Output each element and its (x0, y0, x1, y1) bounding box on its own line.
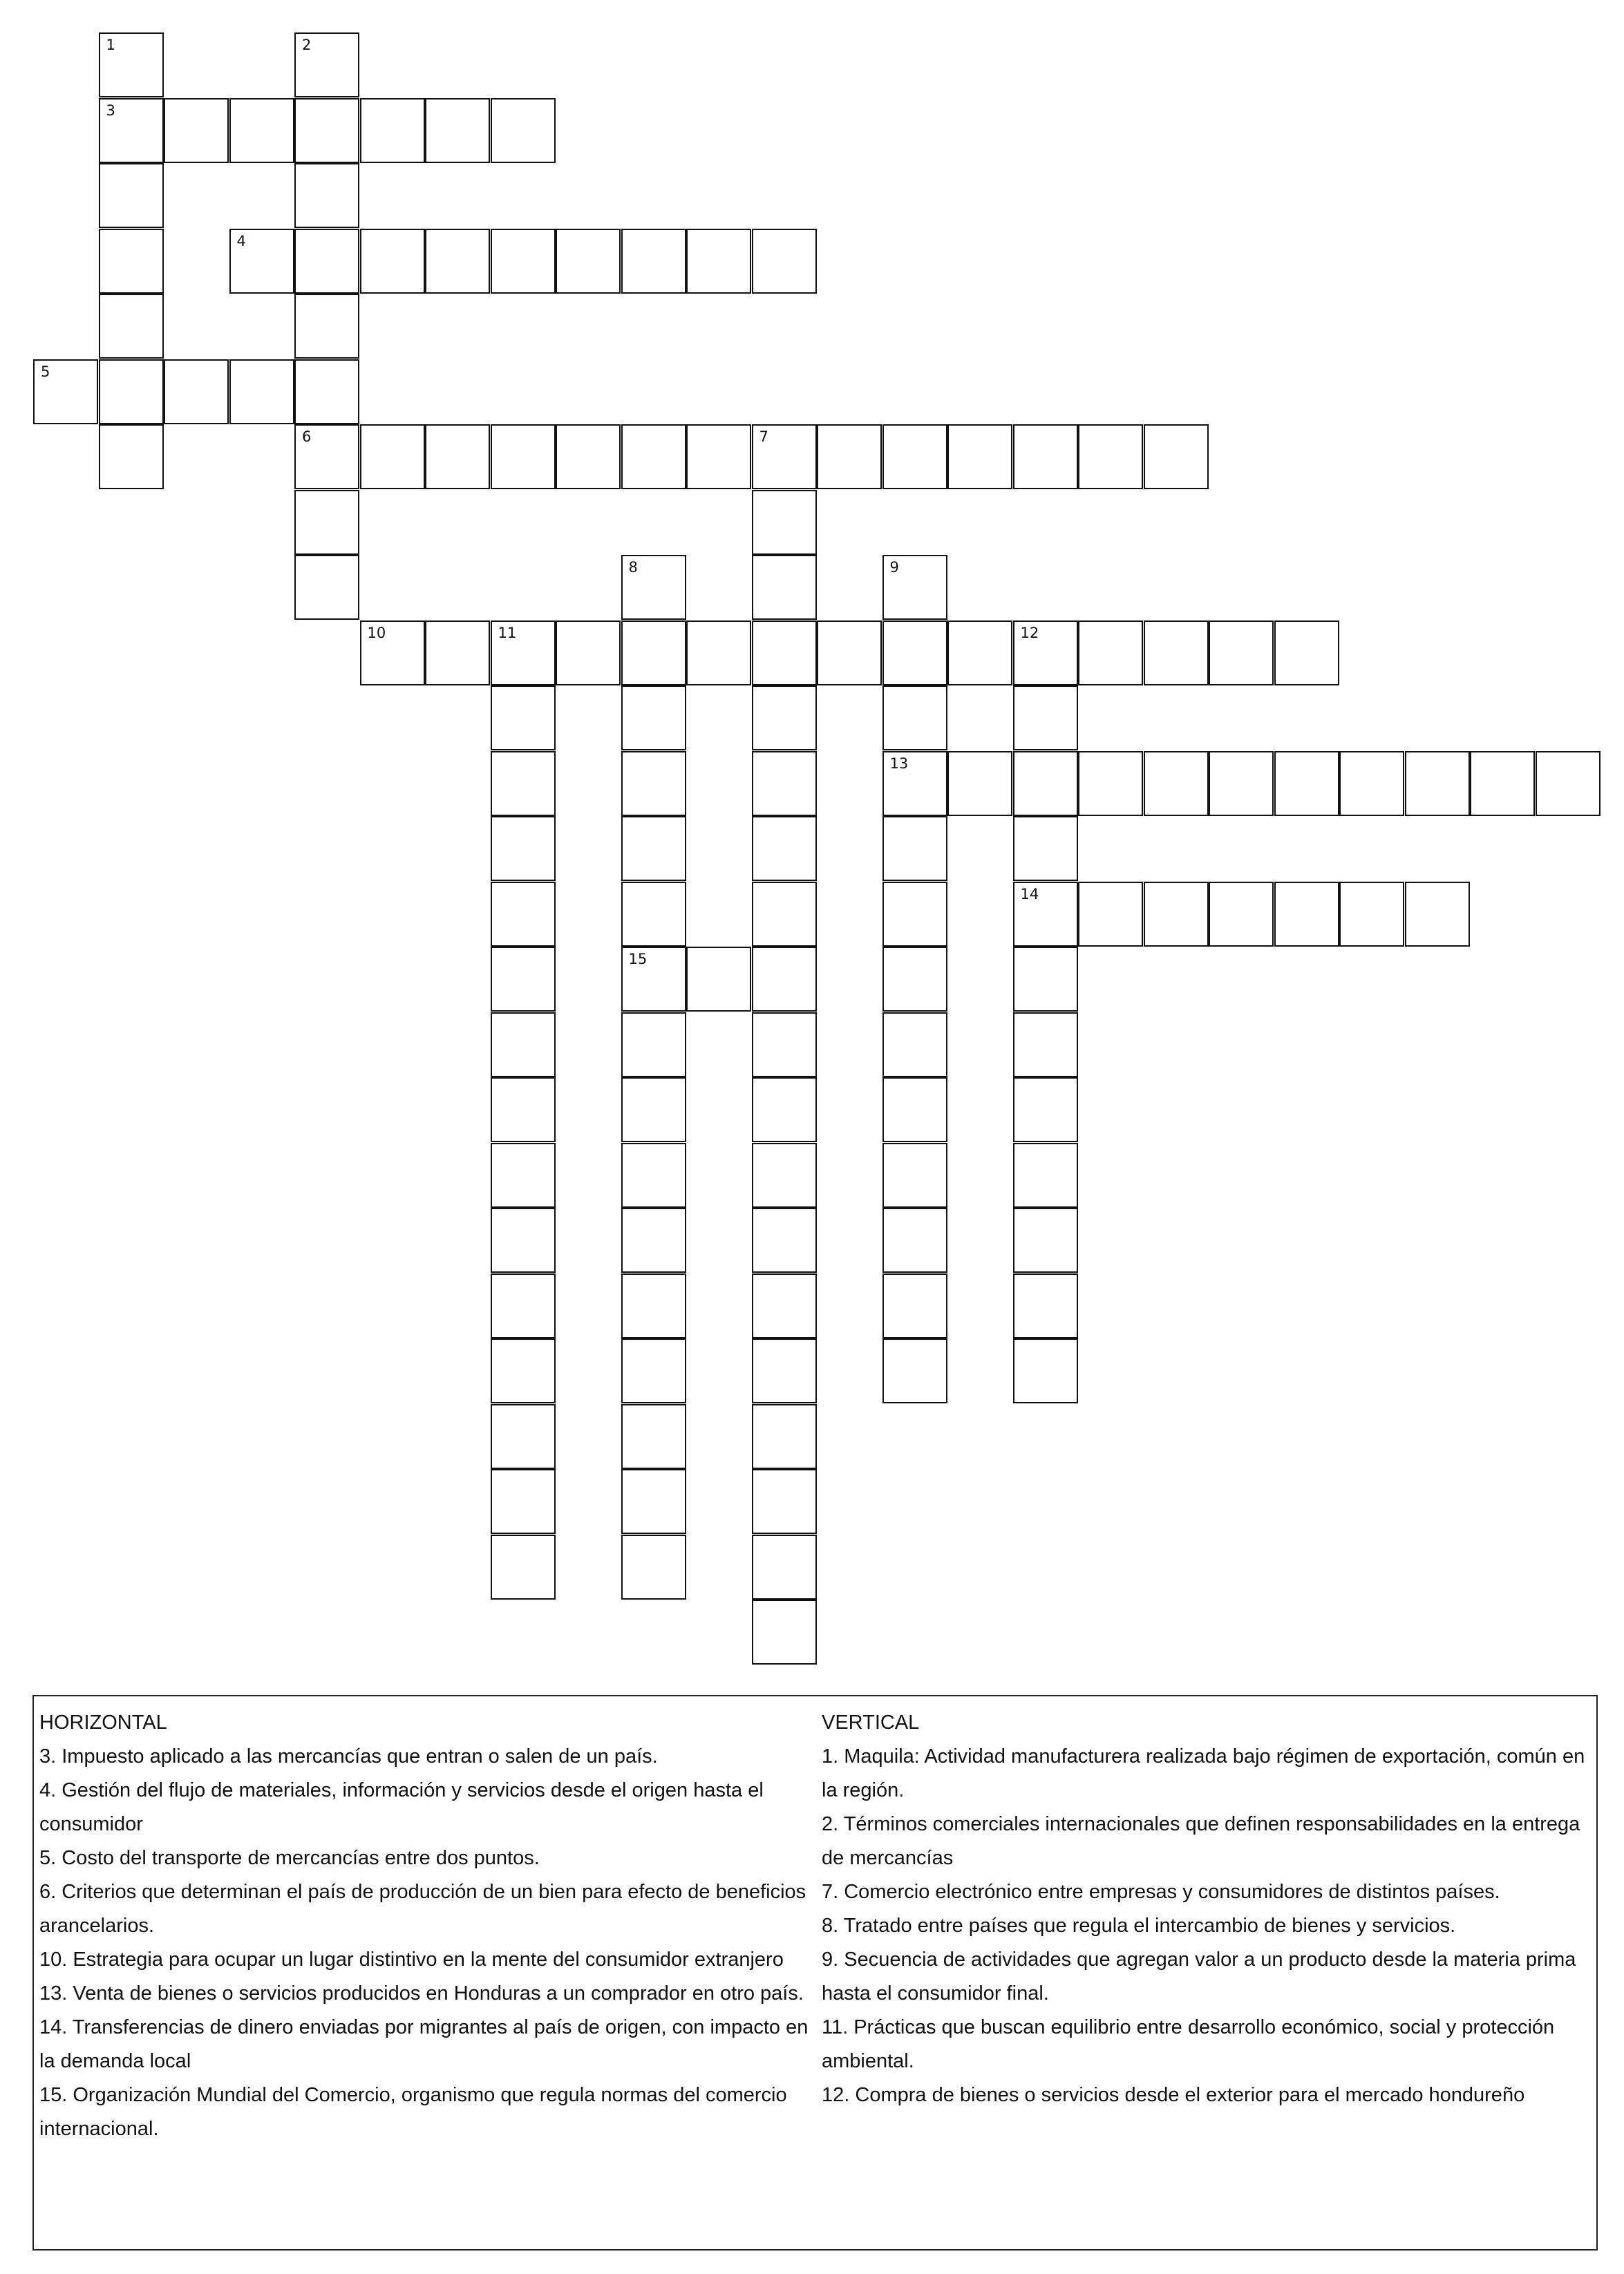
grid-cell[interactable] (752, 1469, 817, 1534)
grid-cell[interactable] (1013, 424, 1078, 489)
grid-cell[interactable] (425, 98, 490, 163)
grid-cell[interactable] (752, 229, 817, 294)
grid-cell[interactable] (621, 816, 686, 881)
grid-cell[interactable] (491, 1077, 556, 1142)
clue-v9: 9. Secuencia de actividades que agregan valor a un producto desde la materia prima hasta el consumidor final. (822, 1949, 1576, 2005)
grid-cell[interactable] (99, 98, 164, 163)
grid-cell[interactable] (33, 359, 98, 424)
grid-cell[interactable] (1405, 882, 1470, 947)
grid-cell[interactable] (1013, 1208, 1078, 1273)
clue-v7: 7. Comercio electrónico entre empresas y consumidores de distintos países. (822, 1881, 1500, 1903)
vertical-clues (822, 1706, 1592, 2112)
grid-cell[interactable] (294, 359, 359, 424)
grid-cell[interactable] (1144, 882, 1209, 947)
grid-cell[interactable] (882, 1273, 947, 1338)
grid-cell[interactable] (621, 882, 686, 947)
clues-box (32, 1695, 1598, 2251)
grid-cell[interactable] (752, 1273, 817, 1338)
clue-number: 12 (1020, 624, 1039, 641)
grid-cell[interactable] (1013, 1143, 1078, 1208)
grid-cell[interactable] (491, 1208, 556, 1273)
grid-cell[interactable] (882, 424, 947, 489)
grid-cell[interactable] (491, 1535, 556, 1600)
clue-v11: 11. Prácticas que buscan equilibrio entre desarrollo económico, social y protección ambiental. (822, 2016, 1555, 2072)
grid-cell[interactable] (294, 294, 359, 359)
grid-cell[interactable] (1274, 620, 1339, 685)
grid-cell[interactable] (360, 620, 425, 685)
clue-number: 8 (628, 559, 638, 576)
grid-cell[interactable] (294, 555, 359, 620)
grid-cell[interactable] (1013, 620, 1078, 685)
grid-cell[interactable] (1013, 1338, 1078, 1403)
grid-cell[interactable] (1078, 882, 1143, 947)
grid-cell[interactable] (752, 555, 817, 620)
grid-cell[interactable] (752, 1338, 817, 1403)
clue-number: 3 (106, 102, 115, 119)
grid-cell[interactable] (1013, 1012, 1078, 1077)
grid-cell[interactable] (752, 1077, 817, 1142)
grid-cell[interactable] (425, 620, 490, 685)
grid-cell[interactable] (882, 1338, 947, 1403)
grid-cell[interactable] (294, 490, 359, 555)
grid-cell[interactable] (882, 555, 947, 620)
grid-cell[interactable] (229, 359, 294, 424)
grid-cell[interactable] (99, 229, 164, 294)
grid-cell[interactable] (360, 229, 425, 294)
grid-cell[interactable] (882, 947, 947, 1012)
grid-cell[interactable] (621, 685, 686, 750)
grid-cell[interactable] (752, 1208, 817, 1273)
grid-cell[interactable] (229, 98, 294, 163)
grid-cell[interactable] (99, 294, 164, 359)
grid-cell[interactable] (491, 947, 556, 1012)
clue-number: 14 (1020, 885, 1039, 902)
grid-cell[interactable] (1144, 424, 1209, 489)
grid-cell[interactable] (686, 424, 751, 489)
grid-cell[interactable] (99, 32, 164, 97)
grid-cell[interactable] (621, 1208, 686, 1273)
grid-cell[interactable] (491, 229, 556, 294)
grid-cell[interactable] (621, 620, 686, 685)
vertical-title: VERTICAL (822, 1712, 920, 1734)
clue-v12: 12. Compra de bienes o servicios desde el exterior para el mercado hondureño (822, 2084, 1525, 2106)
clue-number: 7 (759, 428, 768, 445)
grid-cell[interactable] (882, 1208, 947, 1273)
grid-cell[interactable] (752, 1143, 817, 1208)
grid-cell[interactable] (947, 620, 1012, 685)
clue-v8: 8. Tratado entre países que regula el intercambio de bienes y servicios. (822, 1915, 1456, 1937)
grid-cell[interactable] (491, 816, 556, 881)
grid-cell[interactable] (882, 816, 947, 881)
grid-cell[interactable] (1013, 816, 1078, 881)
grid-cell[interactable] (491, 1338, 556, 1403)
grid-cell[interactable] (294, 424, 359, 489)
grid-cell[interactable] (491, 620, 556, 685)
grid-cell[interactable] (621, 947, 686, 1012)
grid-cell[interactable] (1013, 685, 1078, 750)
grid-cell[interactable] (425, 229, 490, 294)
grid-cell[interactable] (99, 424, 164, 489)
grid-cell[interactable] (556, 620, 621, 685)
grid-cell[interactable] (752, 751, 817, 816)
grid-cell[interactable] (1013, 882, 1078, 947)
grid-cell[interactable] (1274, 751, 1339, 816)
grid-cell[interactable] (1078, 424, 1143, 489)
grid-cell[interactable] (752, 424, 817, 489)
clue-h13: 13. Venta de bienes o servicios producidos en Honduras a un comprador en otro país. (39, 1982, 804, 2005)
grid-cell[interactable] (882, 882, 947, 947)
grid-cell[interactable] (621, 1338, 686, 1403)
clue-number: 2 (302, 37, 312, 53)
grid-cell[interactable] (491, 424, 556, 489)
grid-cell[interactable] (752, 1012, 817, 1077)
grid-cell[interactable] (817, 620, 882, 685)
clue-number: 6 (302, 428, 312, 445)
grid-cell[interactable] (99, 359, 164, 424)
grid-cell[interactable] (556, 424, 621, 489)
clue-v1: 1. Maquila: Actividad manufacturera realizada bajo régimen de exportación, común en la región. (822, 1745, 1585, 1801)
clue-number: 10 (367, 624, 386, 641)
grid-cell[interactable] (99, 163, 164, 228)
grid-cell[interactable] (1536, 751, 1601, 816)
grid-cell[interactable] (294, 98, 359, 163)
grid-cell[interactable] (752, 816, 817, 881)
clue-h15: 15. Organización Mundial del Comercio, organismo que regula normas del comercio internacional. (39, 2084, 787, 2140)
grid-cell[interactable] (491, 685, 556, 750)
grid-cell[interactable] (686, 620, 751, 685)
grid-cell[interactable] (164, 98, 229, 163)
grid-cell[interactable] (621, 229, 686, 294)
grid-cell[interactable] (621, 1535, 686, 1600)
grid-cell[interactable] (491, 1469, 556, 1534)
grid-cell[interactable] (491, 882, 556, 947)
grid-cell[interactable] (425, 424, 490, 489)
grid-cell[interactable] (1209, 751, 1274, 816)
grid-cell[interactable] (491, 1273, 556, 1338)
clue-h10: 10. Estrategia para ocupar un lugar distintivo en la mente del consumidor extranjero (39, 1949, 784, 1971)
grid-cell[interactable] (1013, 751, 1078, 816)
grid-cell[interactable] (1144, 751, 1209, 816)
grid-cell[interactable] (491, 1143, 556, 1208)
grid-cell[interactable] (752, 490, 817, 555)
grid-cell[interactable] (1470, 751, 1535, 816)
clue-number: 11 (498, 624, 517, 641)
clue-number: 4 (236, 232, 246, 249)
grid-cell[interactable] (752, 882, 817, 947)
grid-cell[interactable] (164, 359, 229, 424)
clue-number: 5 (41, 363, 50, 380)
grid-cell[interactable] (294, 163, 359, 228)
grid-cell[interactable] (621, 555, 686, 620)
grid-cell[interactable] (752, 1600, 817, 1665)
grid-cell[interactable] (621, 1404, 686, 1469)
grid-cell[interactable] (621, 1012, 686, 1077)
grid-cell[interactable] (882, 620, 947, 685)
grid-cell[interactable] (621, 1273, 686, 1338)
clue-number: 13 (889, 755, 909, 772)
grid-cell[interactable] (752, 947, 817, 1012)
grid-cell[interactable] (1209, 882, 1274, 947)
grid-cell[interactable] (686, 947, 751, 1012)
clue-h14: 14. Transferencias de dinero enviadas por migrantes al país de origen, con impacto en la demanda local (39, 2016, 809, 2072)
grid-cell[interactable] (1013, 1077, 1078, 1142)
grid-cell[interactable] (882, 685, 947, 750)
grid-cell[interactable] (1013, 947, 1078, 1012)
grid-cell[interactable] (882, 1143, 947, 1208)
grid-cell[interactable] (1405, 751, 1470, 816)
clue-h6: 6. Criterios que determinan el país de producción de un bien para efecto de beneficios arancelarios. (39, 1881, 806, 1937)
grid-cell[interactable] (947, 751, 1012, 816)
grid-cell[interactable] (1144, 620, 1209, 685)
grid-cell[interactable] (752, 1535, 817, 1600)
grid-cell[interactable] (882, 751, 947, 816)
grid-cell[interactable] (294, 32, 359, 97)
grid-cell[interactable] (686, 229, 751, 294)
grid-cell[interactable] (1274, 882, 1339, 947)
grid-cell[interactable] (1339, 882, 1404, 947)
grid-cell[interactable] (882, 1077, 947, 1142)
clue-v2: 2. Términos comerciales internacionales que definen responsabilidades en la entrega de mercancías (822, 1813, 1580, 1869)
grid-cell[interactable] (491, 751, 556, 816)
grid-cell[interactable] (360, 98, 425, 163)
clue-number: 1 (106, 37, 115, 53)
grid-cell[interactable] (621, 751, 686, 816)
grid-cell[interactable] (1078, 751, 1143, 816)
grid-cell[interactable] (947, 424, 1012, 489)
grid-cell[interactable] (491, 1012, 556, 1077)
grid-cell[interactable] (1078, 620, 1143, 685)
grid-cell[interactable] (491, 98, 556, 163)
clue-h4: 4. Gestión del flujo de materiales, información y servicios desde el origen hasta el consumidor (39, 1779, 764, 1835)
grid-cell[interactable] (752, 1404, 817, 1469)
grid-cell[interactable] (229, 229, 294, 294)
grid-cell[interactable] (360, 424, 425, 489)
grid-cell[interactable] (294, 229, 359, 294)
grid-cell[interactable] (621, 1143, 686, 1208)
grid-cell[interactable] (556, 229, 621, 294)
clue-number: 15 (628, 951, 648, 967)
clue-h3: 3. Impuesto aplicado a las mercancías que entran o salen de un país. (39, 1745, 658, 1768)
grid-cell[interactable] (621, 1469, 686, 1534)
grid-cell[interactable] (621, 424, 686, 489)
grid-cell[interactable] (1209, 620, 1274, 685)
grid-cell[interactable] (882, 1012, 947, 1077)
grid-cell[interactable] (752, 620, 817, 685)
horizontal-title: HORIZONTAL (39, 1712, 167, 1734)
grid-cell[interactable] (621, 1077, 686, 1142)
grid-cell[interactable] (817, 424, 882, 489)
grid-cell[interactable] (1013, 1273, 1078, 1338)
horizontal-clues (39, 1706, 820, 2146)
grid-cell[interactable] (491, 1404, 556, 1469)
clue-h5: 5. Costo del transporte de mercancías entre dos puntos. (39, 1847, 540, 1869)
clue-number: 9 (889, 559, 899, 576)
grid-cell[interactable] (752, 685, 817, 750)
grid-cell[interactable] (1339, 751, 1404, 816)
